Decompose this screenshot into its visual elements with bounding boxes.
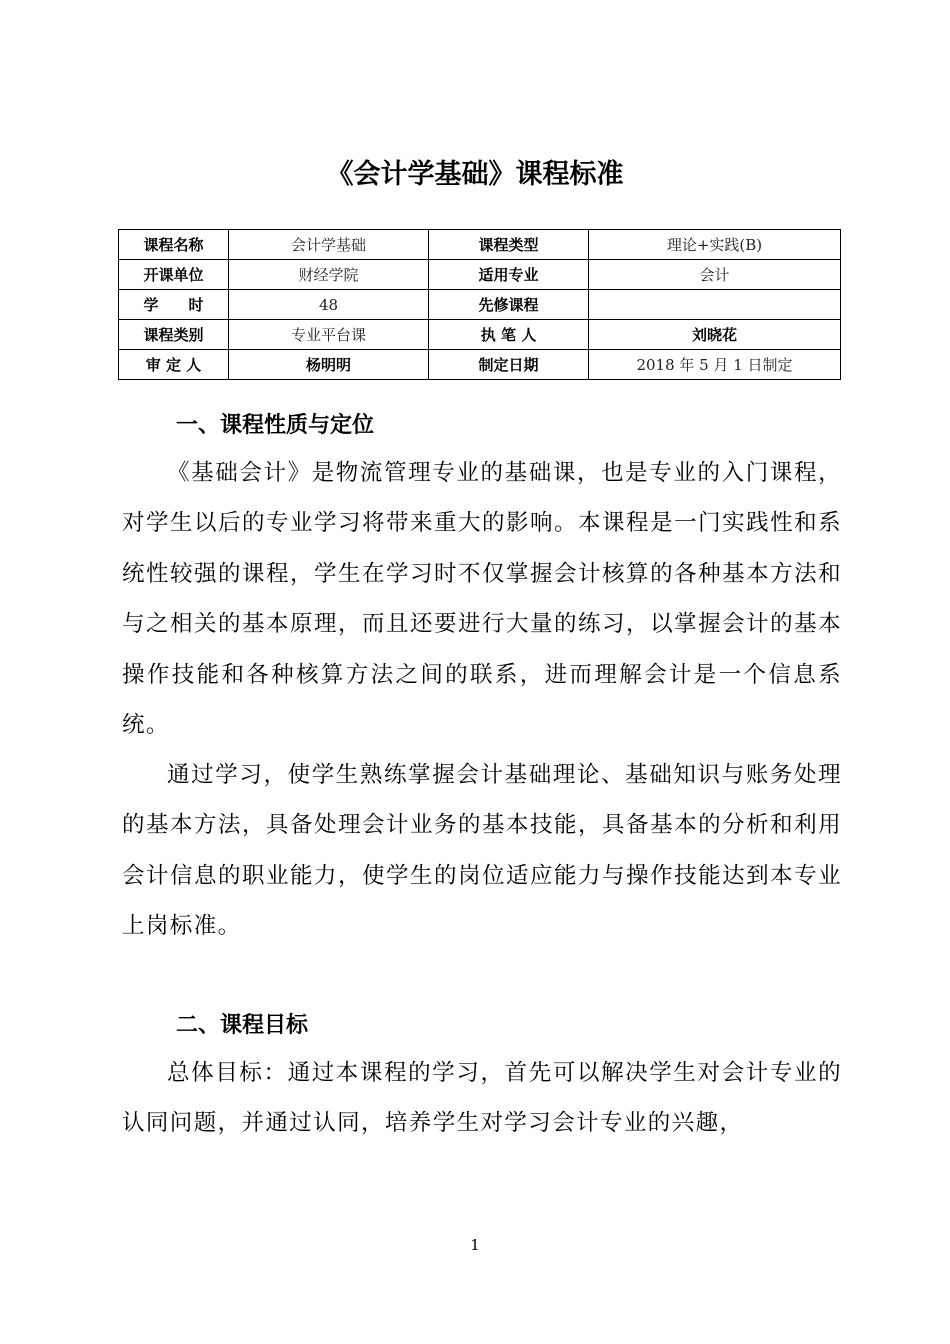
section1-paragraph-2: 通过学习，使学生熟练掌握会计基础理论、基础知识与账务处理的基本方法，具备处理会计业务的基本技能，具备基本的分析和利用会计信息的职业能力，使学生的岗位适应能力与操作技能达到本专业上岗标准。 xyxy=(122,762,842,940)
label-category: 课程类别 xyxy=(119,320,229,350)
label-course-type: 课程类型 xyxy=(429,230,589,260)
value-course-name: 会计学基础 xyxy=(229,230,429,260)
label-reviewer: 审 定 人 xyxy=(119,350,229,380)
label-date: 制定日期 xyxy=(429,350,589,380)
value-category: 专业平台课 xyxy=(229,320,429,350)
value-reviewer: 杨明明 xyxy=(229,350,429,380)
course-info-table xyxy=(118,229,841,380)
page-number: 1 xyxy=(470,1236,480,1254)
value-prerequisite xyxy=(589,290,841,320)
value-hours: 48 xyxy=(229,290,429,320)
table-row xyxy=(119,350,841,380)
label-hours: 学 时 xyxy=(119,290,229,320)
label-department: 开课单位 xyxy=(119,260,229,290)
section2-paragraph-1: 总体目标：通过本课程的学习，首先可以解决学生对会计专业的认同问题，并通过认同，培养学生对学习会计专业的兴趣， xyxy=(122,1060,842,1137)
table-row xyxy=(119,230,841,260)
section-heading-2: 二、课程目标 xyxy=(176,1013,309,1038)
label-author: 执 笔 人 xyxy=(429,320,589,350)
value-date: 2018 年 5 月 1 日制定 xyxy=(589,350,841,380)
table-row xyxy=(119,320,841,350)
section-heading-1: 一、课程性质与定位 xyxy=(176,413,375,438)
section1-paragraph-1: 《基础会计》是物流管理专业的基础课，也是专业的入门课程，对学生以后的专业学习将带来重大的影响。本课程是一门实践性和系统性较强的课程，学生在学习时不仅掌握会计核算的各种基本方法和与之相关的基本原理，而且还要进行大量的练习，以掌握会计的基本操作技能和各种核算方法之间的联系，进而理解会计是一个信息系统。 xyxy=(122,460,842,739)
label-major: 适用专业 xyxy=(429,260,589,290)
value-author: 刘晓花 xyxy=(589,320,841,350)
table-row xyxy=(119,290,841,320)
page-title: 《会计学基础》课程标准 xyxy=(326,159,624,190)
value-course-type: 理论+实践(B) xyxy=(589,230,841,260)
table-row xyxy=(119,260,841,290)
value-major: 会计 xyxy=(589,260,841,290)
label-prerequisite: 先修课程 xyxy=(429,290,589,320)
value-department: 财经学院 xyxy=(229,260,429,290)
label-course-name: 课程名称 xyxy=(119,230,229,260)
